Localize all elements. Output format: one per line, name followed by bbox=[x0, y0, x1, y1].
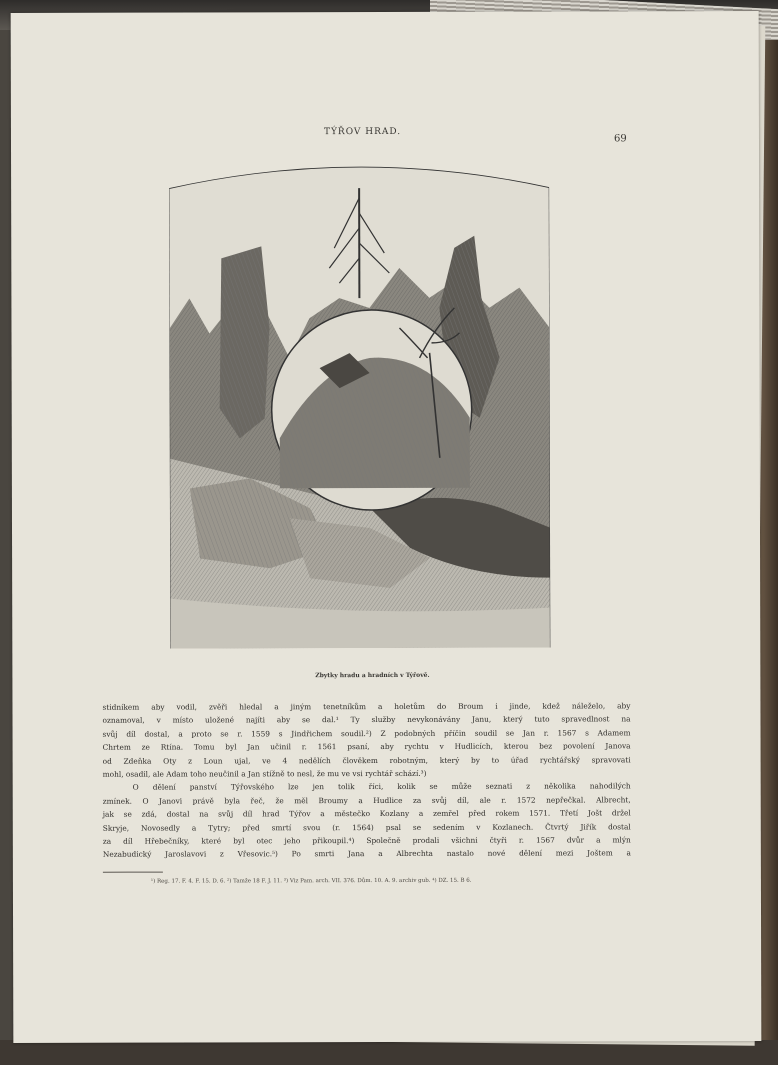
book-page bbox=[11, 11, 762, 1043]
running-head: TÝŘOV HRAD. bbox=[323, 126, 402, 138]
text-line: Skryje, Novosedly a Tytry; před smrtí svou (r. 1564) psal se sedením v Kozlanech. Čtvrtý Jiřík dostal bbox=[102, 822, 631, 833]
text-line: O dělení panství Týřovského lze jen tolik říci, kolik se může seznati z několika nahodilých bbox=[132, 781, 631, 793]
footnote-rule bbox=[103, 872, 163, 873]
text-line: Chrtem ze Rtína. Tomu byl Jan učinil r. 1561 psaní, aby rychtu v Hudlicích, kterou bez povolení Janova bbox=[102, 741, 631, 752]
text-line: za díl Hřebečníky, které byl otec jeho přikoupil.⁴) Společně prodali všichni čtyři r. 1567 dvůr a mlýn bbox=[102, 835, 631, 846]
text-line: oznamoval, v místo uložené najíti aby se dal.¹ Ty služby nevykonávány Janu, který tuto spravedlnost na bbox=[102, 714, 631, 726]
footnotes: ¹) Reg. 17. F. 4. F. 15. D. 6. ²) Tamže 18 F. J. 11. ³) Viz Pam. arch. VII. 376. Dům. 10. A. 9. archiv gub. ⁴) DZ. 15. B 6. bbox=[150, 877, 472, 885]
illustration-caption: Zbytky hradu a hradních v Týřově. bbox=[315, 671, 430, 680]
text-line: svůj díl dostal, a proto se r. 1559 s Jindřichem soudil.²) Z podobných příčin soudil se Jan r. 1567 s Adamem bbox=[102, 728, 631, 739]
text-line: zmínek. O Janovi právě byla řeč, že měl Broumy a Hudlice za svůj díl, ale r. 1572 nepřečkal. Albrecht, bbox=[102, 795, 631, 806]
text-line: od Zdeňka Oty z Loun ujal, ve 4 nedělích člověkem robotným, který by to úřad rychtářský spravovati bbox=[102, 754, 631, 766]
text-line: jak se zdá, dostal na svůj díl hrad Týřov a městečko Kozlany a zemřel před rokem 1571. Třetí Jošt držel bbox=[102, 808, 631, 819]
body-text bbox=[102, 699, 630, 861]
engraving-illustration bbox=[169, 158, 550, 649]
page-number: 69 bbox=[613, 133, 627, 145]
text-line: Nezabudický Jaroslavovi z Vřesovic.⁵) Po smrti Jana a Albrechta nastalo nové dělení mezi Joštem a bbox=[102, 848, 631, 860]
text-line: stidníkem aby vodil, zvěři hledal a jiným tenetníkům a holetům do Broum i jinde, kdež náleželo, aby bbox=[102, 701, 631, 712]
text-line: mohl, osadil, ale Adam toho neučinil a Jan stížně to nesl, že mu ve vsi rychtář schází.³) bbox=[102, 768, 427, 779]
